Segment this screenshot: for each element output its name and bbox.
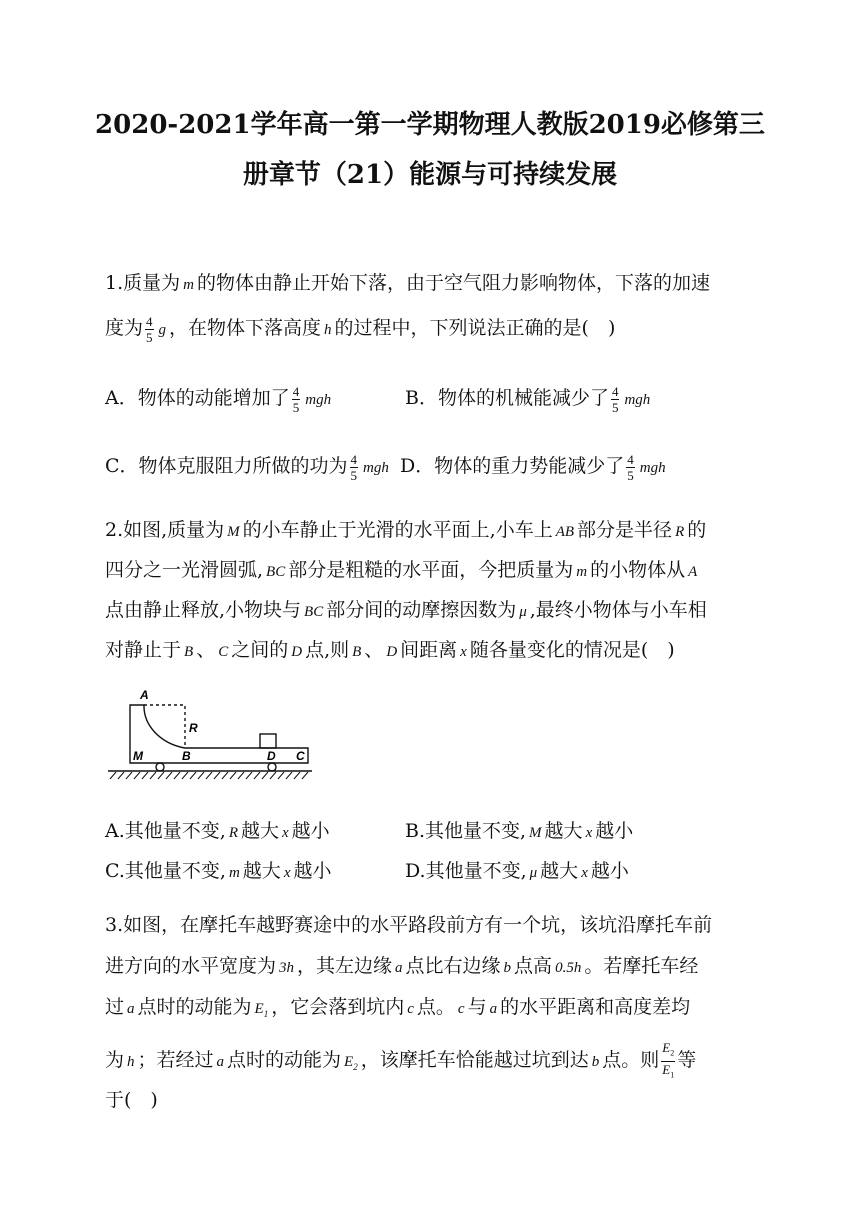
fraction-E2-E1: $\frac{E_2}{E_1}$ <box>662 1040 675 1080</box>
q2-option-b[interactable]: B.其他量不变, M 越大 x 越小 <box>405 820 634 842</box>
q1-option-d[interactable]: D．物体的重力势能减少了 $\frac{4}{5}$ mgh <box>400 451 666 483</box>
q3-line1: 3.如图，在摩托车越野赛途中的水平路段前方有一个坑，该坑沿摩托车前 <box>105 914 713 936</box>
q1-option-a[interactable]: A．物体的动能增加了 $\frac{4}{5}$ mgh <box>105 383 332 415</box>
q1-line2: 度为 $\frac{4}{5}$ g ，在物体下落高度 h 的过程中，下列说法正确的是( ) <box>105 313 616 345</box>
small-block <box>260 734 276 748</box>
q3-line3: 过 a 点时的动能为 $E_1$ ，它会落到坑内 c 点。 c 与 a 的水平距离和高度差均 <box>105 996 691 1019</box>
cart-diagram <box>100 685 320 785</box>
q2-option-a[interactable]: A.其他量不变, R 越大 x 越小 <box>105 820 330 842</box>
q2-line3: 点由静止释放,小物块与 BC 部分间的动摩擦因数为 μ ,最终小物体与小车相 <box>105 599 707 621</box>
cart-outline <box>130 705 308 763</box>
q2-line2: 四分之一光滑圆弧, BC 部分是粗糙的水平面，今把质量为 m 的小物体从 A <box>105 559 698 581</box>
wheel-right <box>268 763 276 771</box>
ground-hatching <box>110 772 308 779</box>
q2-line4: 对静止于 B 、 C 之间的 D 点,则 B 、 D 间距离 x 随各量变化的情况是( ) <box>105 639 675 661</box>
fraction-4-5: $\frac{4}{5}$ <box>146 313 153 345</box>
q1-option-c[interactable]: C．物体克服阻力所做的功为 $\frac{4}{5}$ mgh <box>105 451 389 483</box>
q2-option-d[interactable]: D.其他量不变, μ 越大 x 越小 <box>405 860 629 882</box>
label-M: M <box>133 749 143 763</box>
label-A: A <box>140 688 149 702</box>
label-C: C <box>296 749 305 763</box>
doc-title-line1: 2020-2021学年高一第一学期物理人教版2019必修第三 <box>95 110 765 140</box>
q1-option-b[interactable]: B．物体的机械能减少了 $\frac{4}{5}$ mgh <box>405 383 651 415</box>
q3-line4: 为 h ；若经过 a 点时的动能为 $E_2$ ，该摩托车恰能越过坑到达 b 点。则 $\frac{E_2}{E_1}$ 等 <box>105 1040 696 1082</box>
wheel-left <box>156 763 164 771</box>
q3-line2: 进方向的水平宽度为 3h ，其左边缘 a 点比右边缘 b 点高 0.5h 。若摩托车经 <box>105 955 699 977</box>
q2-line1: 2.如图,质量为 M 的小车静止于光滑的水平面上,小车上 AB 部分是半径 R 的 <box>105 519 707 541</box>
label-D: D <box>267 749 276 763</box>
label-B: B <box>182 749 191 763</box>
label-R: R <box>189 721 198 735</box>
doc-title-line2: 册章节（21）能源与可持续发展 <box>242 160 618 190</box>
q1-line1: 1.质量为 m 的物体由静止开始下落，由于空气阻力影响物体，下落的加速 <box>105 272 710 294</box>
q2-option-c[interactable]: C.其他量不变, m 越大 x 越小 <box>105 860 332 882</box>
q3-line5: 于( ) <box>105 1089 158 1111</box>
